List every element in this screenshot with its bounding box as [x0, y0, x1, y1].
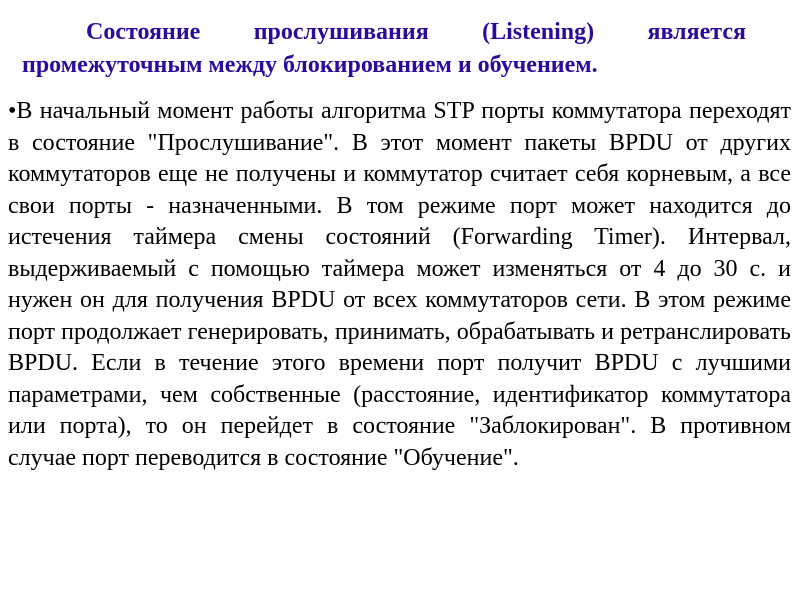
- bullet-icon: •: [8, 98, 17, 124]
- bullet-paragraph-text: В начальный момент работы алгоритма STP порты коммутатора переходят в состояние "Прослушивание". В этот момент пакеты BPDU от других коммутаторов еще не получены и коммутатор считает себя корневым, а все свои порты - назначенными. В том режиме порт может находится до истечения таймера смены состояний (Forwarding Timer). Интервал, выдерживаемый с помощью таймера может изменяться от 4 до 30 с. и нужен он для получения BPDU от всех коммутаторов сети. В этом режиме порт продолжает генерировать, принимать, обрабатывать и ретранслировать BPDU. Если в течение этого времени порт получит BPDU с лучшими параметрами, чем собственные (расстояние, идентификатор коммутатора или порта), то он перейдет в состояние "Заблокирован". В противном случае порт переводится в состояние "Обучение".: [8, 98, 791, 471]
- slide-heading: Состояние прослушивания (Listening) является промежуточным между блокированием и обучением.: [22, 19, 746, 78]
- bullet-paragraph: [8, 96, 791, 474]
